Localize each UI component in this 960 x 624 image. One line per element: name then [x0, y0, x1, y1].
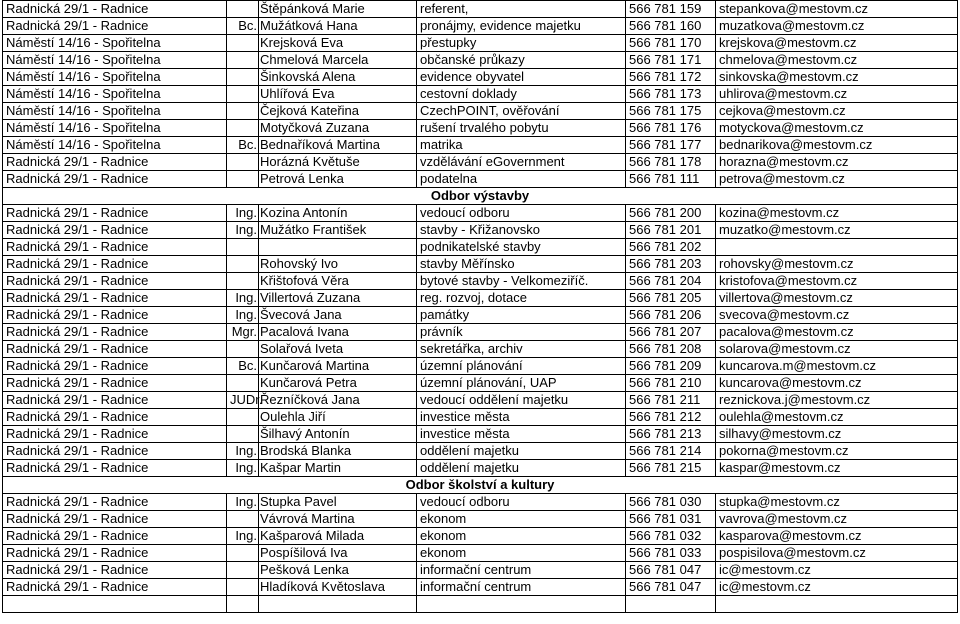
address-cell: Náměstí 14/16 - Spořitelna	[3, 86, 227, 103]
table-row	[3, 18, 958, 35]
role-cell: vedoucí oddělení majetku	[417, 392, 626, 409]
academic-title-cell	[227, 511, 259, 528]
name-cell: Solařová Iveta	[259, 341, 417, 358]
role-cell: evidence obyvatel	[417, 69, 626, 86]
email-cell: ic@mestovm.cz	[716, 579, 958, 596]
name-cell	[259, 239, 417, 256]
academic-title-cell	[227, 1, 259, 18]
section-title: Odbor výstavby	[3, 188, 958, 205]
phone-cell: 566 781 031	[626, 511, 716, 528]
address-cell: Náměstí 14/16 - Spořitelna	[3, 137, 227, 154]
academic-title-cell: Bc.	[227, 358, 259, 375]
role-cell: investice města	[417, 426, 626, 443]
phone-cell: 566 781 205	[626, 290, 716, 307]
academic-title-cell	[227, 545, 259, 562]
empty-cell	[259, 596, 417, 613]
empty-cell	[716, 596, 958, 613]
academic-title-cell: Bc.	[227, 18, 259, 35]
table-row	[3, 375, 958, 392]
table-row	[3, 494, 958, 511]
table-row	[3, 154, 958, 171]
empty-cell	[227, 596, 259, 613]
phone-cell: 566 781 178	[626, 154, 716, 171]
role-cell: bytové stavby - Velkomeziříč.	[417, 273, 626, 290]
name-cell: Křištofová Věra	[259, 273, 417, 290]
role-cell: informační centrum	[417, 579, 626, 596]
address-cell: Radnická 29/1 - Radnice	[3, 307, 227, 324]
address-cell: Radnická 29/1 - Radnice	[3, 511, 227, 528]
phone-cell: 566 781 204	[626, 273, 716, 290]
name-cell: Oulehla Jiří	[259, 409, 417, 426]
address-cell: Radnická 29/1 - Radnice	[3, 341, 227, 358]
name-cell: Chmelová Marcela	[259, 52, 417, 69]
email-cell: petrova@mestovm.cz	[716, 171, 958, 188]
academic-title-cell	[227, 273, 259, 290]
address-cell: Radnická 29/1 - Radnice	[3, 545, 227, 562]
name-cell: Uhlířová Eva	[259, 86, 417, 103]
email-cell: stupka@mestovm.cz	[716, 494, 958, 511]
phone-cell: 566 781 177	[626, 137, 716, 154]
table-row	[3, 324, 958, 341]
email-cell: horazna@mestovm.cz	[716, 154, 958, 171]
table-row	[3, 409, 958, 426]
directory-body	[3, 1, 958, 613]
table-row	[3, 1, 958, 18]
phone-cell: 566 781 160	[626, 18, 716, 35]
address-cell: Náměstí 14/16 - Spořitelna	[3, 35, 227, 52]
email-cell: oulehla@mestovm.cz	[716, 409, 958, 426]
staff-directory-table	[2, 0, 958, 613]
phone-cell: 566 781 111	[626, 171, 716, 188]
academic-title-cell	[227, 562, 259, 579]
table-row	[3, 103, 958, 120]
table-row	[3, 307, 958, 324]
name-cell: Vávrová Martina	[259, 511, 417, 528]
email-cell: chmelova@mestovm.cz	[716, 52, 958, 69]
role-cell: oddělení majetku	[417, 443, 626, 460]
name-cell: Štěpánková Marie	[259, 1, 417, 18]
academic-title-cell	[227, 579, 259, 596]
academic-title-cell	[227, 69, 259, 86]
address-cell: Náměstí 14/16 - Spořitelna	[3, 52, 227, 69]
address-cell: Radnická 29/1 - Radnice	[3, 494, 227, 511]
role-cell: občanské průkazy	[417, 52, 626, 69]
address-cell: Radnická 29/1 - Radnice	[3, 1, 227, 18]
name-cell: Krejsková Eva	[259, 35, 417, 52]
role-cell: ekonom	[417, 545, 626, 562]
academic-title-cell: Ing.	[227, 222, 259, 239]
address-cell: Radnická 29/1 - Radnice	[3, 562, 227, 579]
email-cell: cejkova@mestovm.cz	[716, 103, 958, 120]
phone-cell: 566 781 202	[626, 239, 716, 256]
phone-cell: 566 781 171	[626, 52, 716, 69]
academic-title-cell: Ing.	[227, 443, 259, 460]
role-cell: cestovní doklady	[417, 86, 626, 103]
table-row	[3, 35, 958, 52]
table-row	[3, 562, 958, 579]
table-row	[3, 222, 958, 239]
email-cell: kozina@mestovm.cz	[716, 205, 958, 222]
name-cell: Kašparová Milada	[259, 528, 417, 545]
phone-cell: 566 781 208	[626, 341, 716, 358]
address-cell: Radnická 29/1 - Radnice	[3, 18, 227, 35]
name-cell: Řezníčková Jana	[259, 392, 417, 409]
phone-cell: 566 781 215	[626, 460, 716, 477]
address-cell: Radnická 29/1 - Radnice	[3, 324, 227, 341]
email-cell: solarova@mestovm.cz	[716, 341, 958, 358]
email-cell: pospisilova@mestovm.cz	[716, 545, 958, 562]
role-cell: sekretářka, archiv	[417, 341, 626, 358]
name-cell: Kašpar Martin	[259, 460, 417, 477]
name-cell: Pešková Lenka	[259, 562, 417, 579]
empty-cell	[3, 596, 227, 613]
email-cell: sinkovska@mestovm.cz	[716, 69, 958, 86]
phone-cell: 566 781 175	[626, 103, 716, 120]
address-cell: Radnická 29/1 - Radnice	[3, 358, 227, 375]
role-cell: přestupky	[417, 35, 626, 52]
phone-cell: 566 781 203	[626, 256, 716, 273]
address-cell: Náměstí 14/16 - Spořitelna	[3, 120, 227, 137]
phone-cell: 566 781 200	[626, 205, 716, 222]
name-cell: Rohovský Ivo	[259, 256, 417, 273]
academic-title-cell	[227, 154, 259, 171]
address-cell: Radnická 29/1 - Radnice	[3, 392, 227, 409]
academic-title-cell	[227, 239, 259, 256]
table-row	[3, 392, 958, 409]
academic-title-cell	[227, 409, 259, 426]
academic-title-cell	[227, 52, 259, 69]
email-cell: kuncarova@mestovm.cz	[716, 375, 958, 392]
email-cell: rohovsky@mestovm.cz	[716, 256, 958, 273]
role-cell: CzechPOINT, ověřování	[417, 103, 626, 120]
table-row	[3, 579, 958, 596]
academic-title-cell	[227, 426, 259, 443]
table-row	[3, 205, 958, 222]
phone-cell: 566 781 170	[626, 35, 716, 52]
name-cell: Horázná Květuše	[259, 154, 417, 171]
email-cell: muzatko@mestovm.cz	[716, 222, 958, 239]
academic-title-cell	[227, 375, 259, 392]
section-header-row	[3, 188, 958, 205]
phone-cell: 566 781 159	[626, 1, 716, 18]
role-cell: památky	[417, 307, 626, 324]
table-row	[3, 52, 958, 69]
table-row	[3, 290, 958, 307]
role-cell: matrika	[417, 137, 626, 154]
role-cell: ekonom	[417, 528, 626, 545]
academic-title-cell: Mgr.	[227, 324, 259, 341]
name-cell: Čejková Kateřina	[259, 103, 417, 120]
email-cell: svecova@mestovm.cz	[716, 307, 958, 324]
name-cell: Pacalová Ivana	[259, 324, 417, 341]
name-cell: Kunčarová Petra	[259, 375, 417, 392]
name-cell: Šilhavý Antonín	[259, 426, 417, 443]
academic-title-cell: Ing.	[227, 494, 259, 511]
table-row	[3, 511, 958, 528]
role-cell: reg. rozvoj, dotace	[417, 290, 626, 307]
role-cell: územní plánování	[417, 358, 626, 375]
address-cell: Náměstí 14/16 - Spořitelna	[3, 69, 227, 86]
email-cell: villertova@mestovm.cz	[716, 290, 958, 307]
name-cell: Stupka Pavel	[259, 494, 417, 511]
address-cell: Radnická 29/1 - Radnice	[3, 375, 227, 392]
name-cell: Šinkovská Alena	[259, 69, 417, 86]
academic-title-cell	[227, 341, 259, 358]
name-cell: Villertová Zuzana	[259, 290, 417, 307]
name-cell: Bednaříková Martina	[259, 137, 417, 154]
table-row	[3, 120, 958, 137]
name-cell: Kozina Antonín	[259, 205, 417, 222]
name-cell: Švecová Jana	[259, 307, 417, 324]
name-cell: Hladíková Květoslava	[259, 579, 417, 596]
phone-cell: 566 781 032	[626, 528, 716, 545]
phone-cell: 566 781 201	[626, 222, 716, 239]
address-cell: Radnická 29/1 - Radnice	[3, 256, 227, 273]
address-cell: Radnická 29/1 - Radnice	[3, 290, 227, 307]
academic-title-cell	[227, 120, 259, 137]
email-cell: bednarikova@mestovm.cz	[716, 137, 958, 154]
phone-cell: 566 781 172	[626, 69, 716, 86]
phone-cell: 566 781 214	[626, 443, 716, 460]
phone-cell: 566 781 209	[626, 358, 716, 375]
role-cell: ekonom	[417, 511, 626, 528]
role-cell: územní plánování, UAP	[417, 375, 626, 392]
email-cell: kuncarova.m@mestovm.cz	[716, 358, 958, 375]
academic-title-cell: Ing.	[227, 205, 259, 222]
phone-cell: 566 781 030	[626, 494, 716, 511]
phone-cell: 566 781 173	[626, 86, 716, 103]
address-cell: Radnická 29/1 - Radnice	[3, 579, 227, 596]
phone-cell: 566 781 047	[626, 579, 716, 596]
email-cell: pokorna@mestovm.cz	[716, 443, 958, 460]
table-row	[3, 137, 958, 154]
table-row	[3, 358, 958, 375]
email-cell: ic@mestovm.cz	[716, 562, 958, 579]
role-cell: vzdělávání eGovernment	[417, 154, 626, 171]
table-row	[3, 460, 958, 477]
table-row	[3, 256, 958, 273]
address-cell: Radnická 29/1 - Radnice	[3, 409, 227, 426]
academic-title-cell	[227, 35, 259, 52]
role-cell: stavby Měřínsko	[417, 256, 626, 273]
address-cell: Radnická 29/1 - Radnice	[3, 460, 227, 477]
email-cell: uhlirova@mestovm.cz	[716, 86, 958, 103]
academic-title-cell: Ing.	[227, 290, 259, 307]
table-row	[3, 341, 958, 358]
academic-title-cell: Ing.	[227, 460, 259, 477]
table-row	[3, 171, 958, 188]
address-cell: Radnická 29/1 - Radnice	[3, 528, 227, 545]
academic-title-cell: Ing.	[227, 307, 259, 324]
role-cell: vedoucí odboru	[417, 205, 626, 222]
name-cell: Brodská Blanka	[259, 443, 417, 460]
academic-title-cell: JUDr.	[227, 392, 259, 409]
empty-cell	[417, 596, 626, 613]
name-cell: Mužátková Hana	[259, 18, 417, 35]
empty-row	[3, 596, 958, 613]
phone-cell: 566 781 212	[626, 409, 716, 426]
section-header-row	[3, 477, 958, 494]
phone-cell: 566 781 176	[626, 120, 716, 137]
email-cell: kasparova@mestovm.cz	[716, 528, 958, 545]
address-cell: Radnická 29/1 - Radnice	[3, 171, 227, 188]
role-cell: rušení trvalého pobytu	[417, 120, 626, 137]
phone-cell: 566 781 207	[626, 324, 716, 341]
table-row	[3, 545, 958, 562]
address-cell: Radnická 29/1 - Radnice	[3, 154, 227, 171]
table-row	[3, 86, 958, 103]
email-cell: muzatkova@mestovm.cz	[716, 18, 958, 35]
table-row	[3, 426, 958, 443]
phone-cell: 566 781 213	[626, 426, 716, 443]
phone-cell: 566 781 206	[626, 307, 716, 324]
academic-title-cell: Ing.	[227, 528, 259, 545]
role-cell: oddělení majetku	[417, 460, 626, 477]
email-cell: pacalova@mestovm.cz	[716, 324, 958, 341]
table-row	[3, 273, 958, 290]
name-cell: Motyčková Zuzana	[259, 120, 417, 137]
address-cell: Radnická 29/1 - Radnice	[3, 222, 227, 239]
role-cell: investice města	[417, 409, 626, 426]
phone-cell: 566 781 033	[626, 545, 716, 562]
academic-title-cell	[227, 171, 259, 188]
email-cell: silhavy@mestovm.cz	[716, 426, 958, 443]
role-cell: podnikatelské stavby	[417, 239, 626, 256]
role-cell: právník	[417, 324, 626, 341]
table-row	[3, 69, 958, 86]
name-cell: Mužátko František	[259, 222, 417, 239]
phone-cell: 566 781 210	[626, 375, 716, 392]
email-cell: reznickova.j@mestovm.cz	[716, 392, 958, 409]
name-cell: Kunčarová Martina	[259, 358, 417, 375]
email-cell	[716, 239, 958, 256]
empty-cell	[626, 596, 716, 613]
academic-title-cell	[227, 103, 259, 120]
table-row	[3, 528, 958, 545]
email-cell: kaspar@mestovm.cz	[716, 460, 958, 477]
role-cell: informační centrum	[417, 562, 626, 579]
address-cell: Radnická 29/1 - Radnice	[3, 443, 227, 460]
email-cell: motyckova@mestovm.cz	[716, 120, 958, 137]
address-cell: Radnická 29/1 - Radnice	[3, 239, 227, 256]
address-cell: Radnická 29/1 - Radnice	[3, 426, 227, 443]
section-title: Odbor školství a kultury	[3, 477, 958, 494]
table-row	[3, 239, 958, 256]
table-row	[3, 443, 958, 460]
role-cell: vedoucí odboru	[417, 494, 626, 511]
address-cell: Radnická 29/1 - Radnice	[3, 273, 227, 290]
name-cell: Pospíšilová Iva	[259, 545, 417, 562]
phone-cell: 566 781 211	[626, 392, 716, 409]
role-cell: podatelna	[417, 171, 626, 188]
email-cell: kristofova@mestovm.cz	[716, 273, 958, 290]
academic-title-cell	[227, 256, 259, 273]
address-cell: Náměstí 14/16 - Spořitelna	[3, 103, 227, 120]
email-cell: vavrova@mestovm.cz	[716, 511, 958, 528]
role-cell: referent,	[417, 1, 626, 18]
academic-title-cell: Bc.	[227, 137, 259, 154]
email-cell: stepankova@mestovm.cz	[716, 1, 958, 18]
phone-cell: 566 781 047	[626, 562, 716, 579]
role-cell: stavby - Křižanovsko	[417, 222, 626, 239]
name-cell: Petrová Lenka	[259, 171, 417, 188]
role-cell: pronájmy, evidence majetku	[417, 18, 626, 35]
address-cell: Radnická 29/1 - Radnice	[3, 205, 227, 222]
academic-title-cell	[227, 86, 259, 103]
email-cell: krejskova@mestovm.cz	[716, 35, 958, 52]
